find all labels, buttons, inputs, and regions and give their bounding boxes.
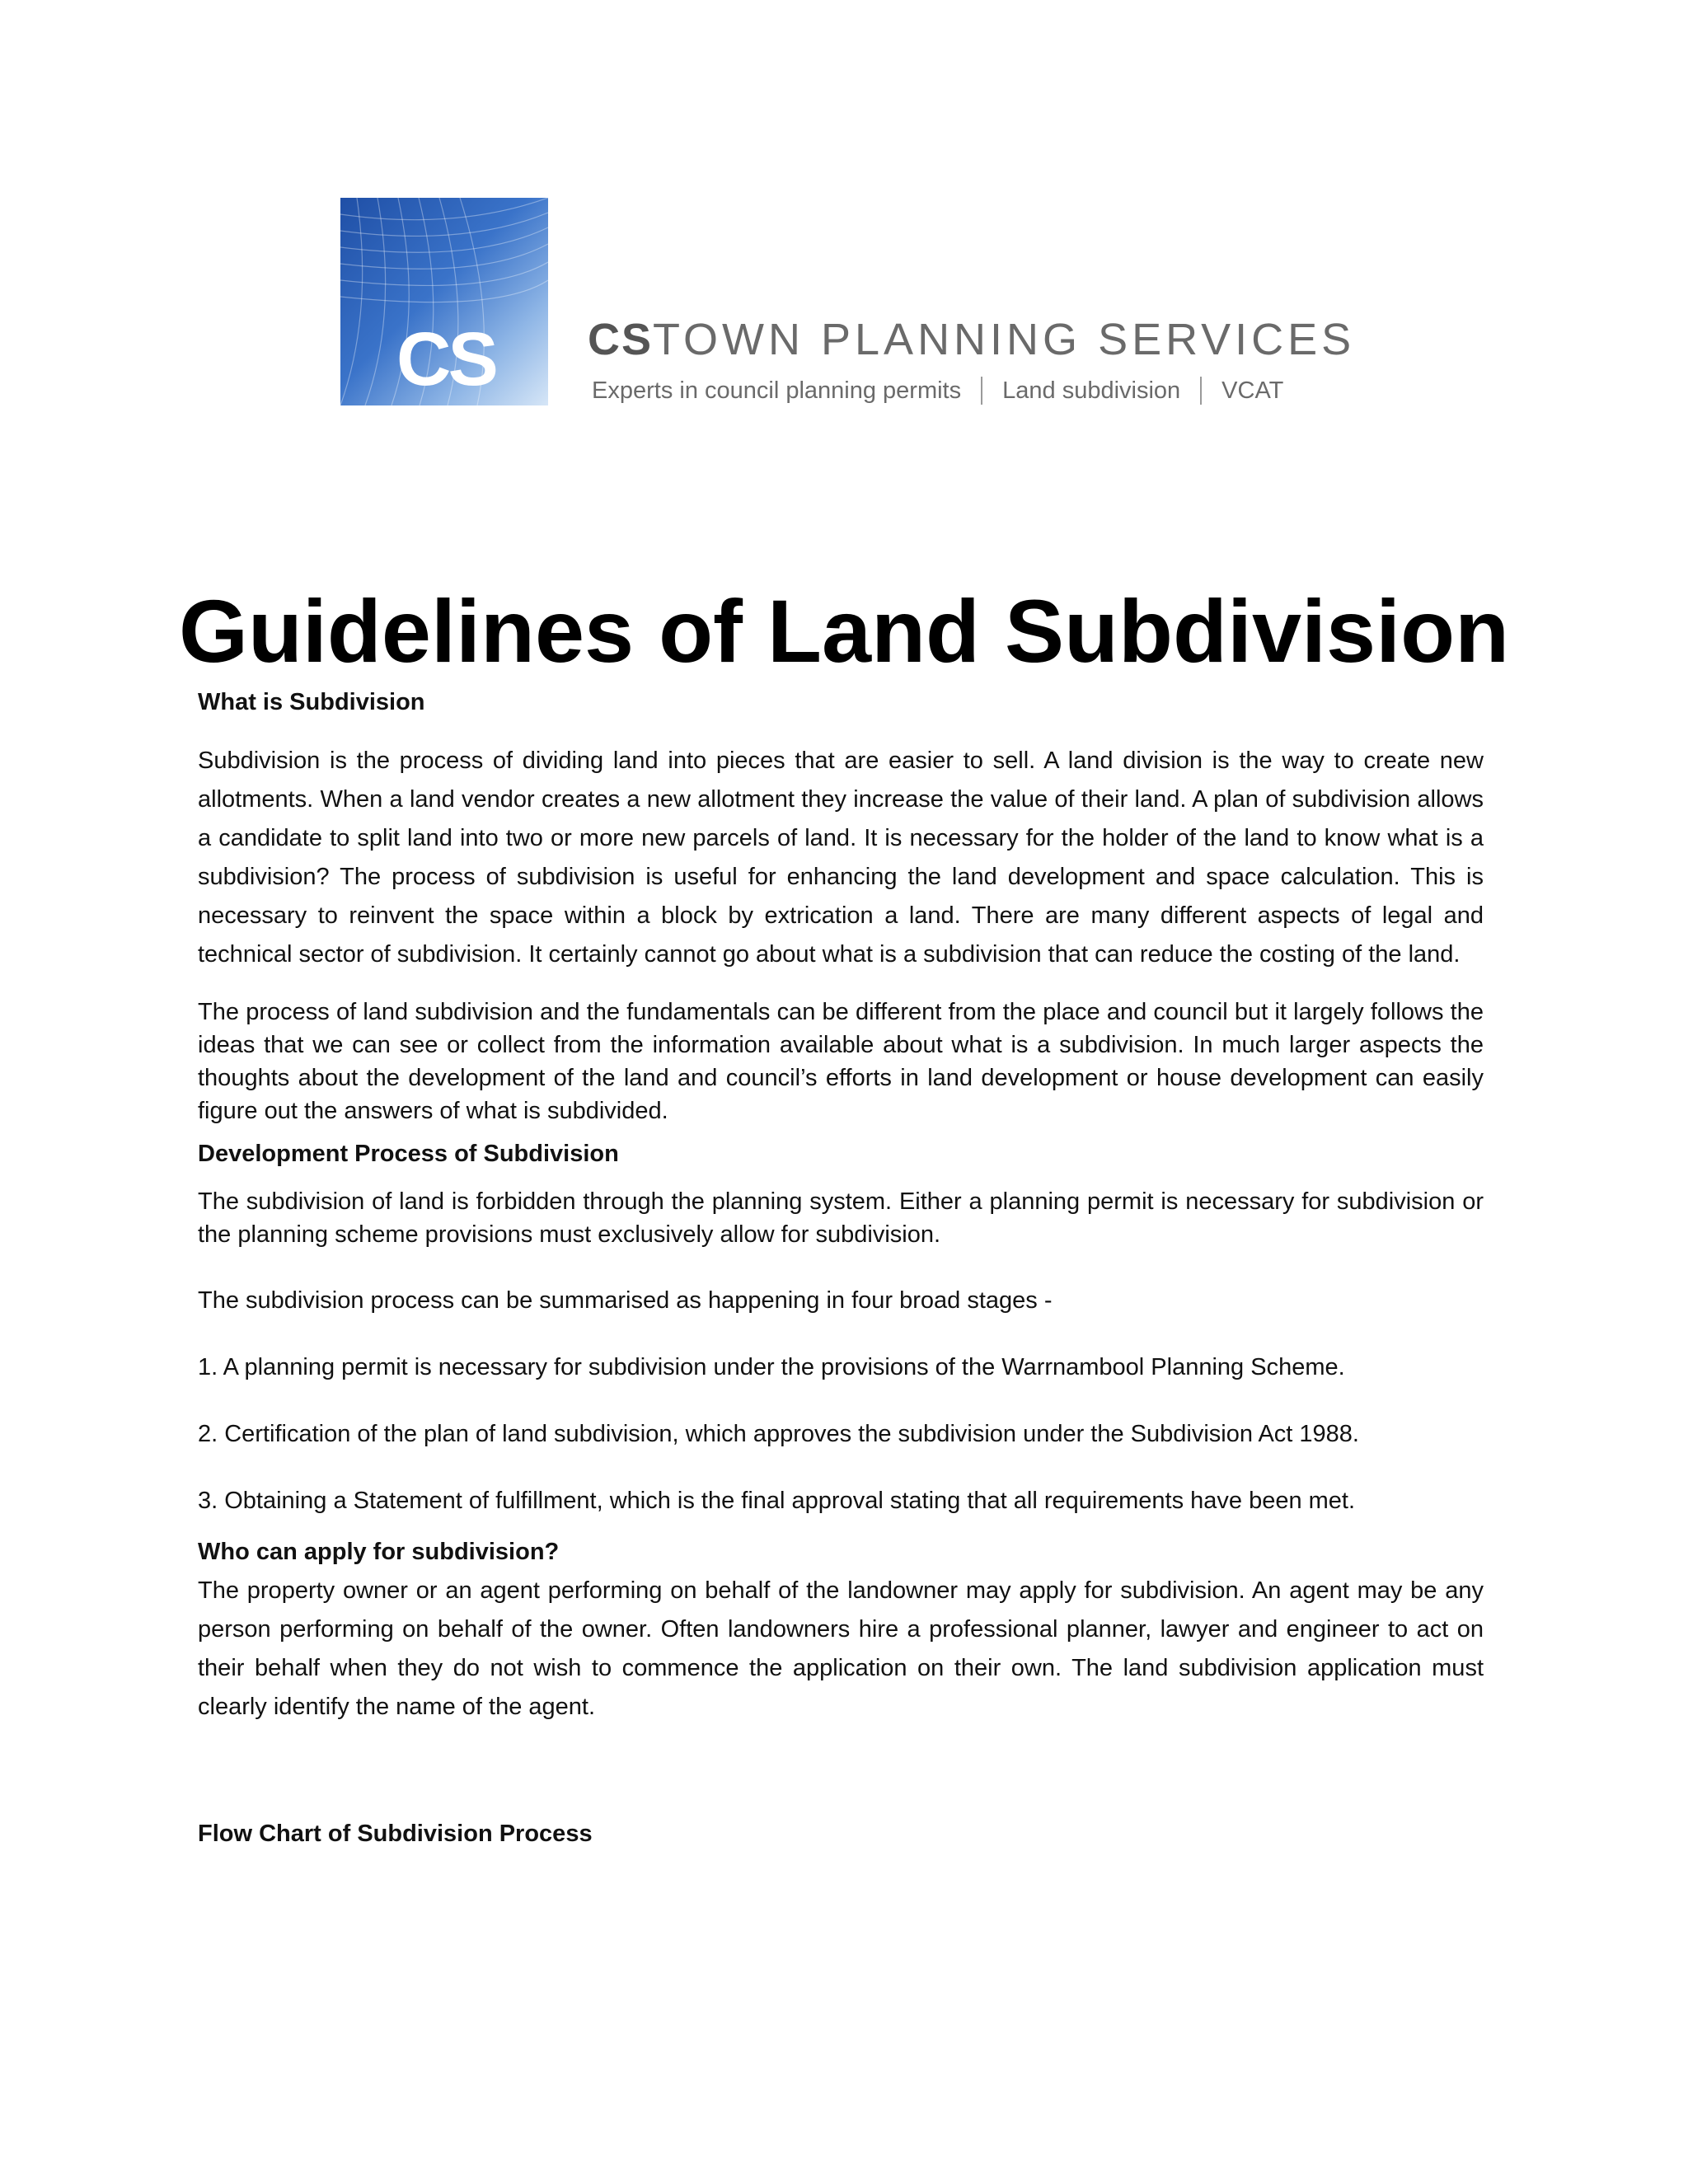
- paragraph-development-1: The subdivision of land is forbidden through the planning system. Either a planning permit is necessary for subdivision or the planning scheme provisions must exclusively allow for subdivision.: [198, 1188, 1484, 1248]
- list-item-stage-1: 1. A planning permit is necessary for subdivision under the provisions of the Warrnambool Planning Scheme.: [198, 1354, 1345, 1380]
- paragraph-stages-intro: The subdivision process can be summarised as happening in four broad stages -: [198, 1287, 1053, 1314]
- section-heading-who: Who can apply for subdivision?: [198, 1539, 560, 1565]
- section-heading-what: What is Subdivision: [198, 689, 425, 715]
- paragraph-what-1: Subdivision is the process of dividing land into pieces that are easier to sell. A land division is the way to create new allotments. When a land vendor creates a new allotment they increase the value of their land. A plan of subdivision allows a candidate to split land into two or more new parcels of land. It is necessary for the holder of the land to know what is a subdivision? The process of subdivision is useful for enhancing the land development and space calculation. This is necessary to reinvent the space within a block by extrication a land. There are many different aspects of legal and technical sector of subdivision. It certainly cannot go about what is a subdivision that can reduce the costing of the land.: [198, 748, 1484, 968]
- section-heading-flow-chart: Flow Chart of Subdivision Process: [198, 1821, 593, 1847]
- company-name-rest: TOWN PLANNING SERVICES: [653, 315, 1356, 364]
- list-item-stage-3: 3. Obtaining a Statement of fulfillment, which is the final approval stating that all requirements have been met.: [198, 1488, 1356, 1514]
- tagline-divider: [981, 377, 982, 405]
- tagline-item-subdivision: Land subdivision: [1002, 377, 1181, 404]
- document-body: [198, 686, 1484, 1850]
- paragraph-who-1: The property owner or an agent performing on behalf of the landowner may apply for subdivision. An agent may be any person performing on behalf of the owner. Often landowners hire a professional planner, lawyer and engineer to act on their behalf when they do not wish to commence the application on their own. The land subdivision application must clearly identify the name of the agent.: [198, 1577, 1484, 1720]
- company-name: [588, 317, 1355, 362]
- tagline-item-permits: Experts in council planning permits: [592, 377, 962, 404]
- company-name-bold: CS: [588, 315, 654, 364]
- paragraph-what-2: The process of land subdivision and the fundamentals can be different from the place and council but it largely follows the ideas that we can see or collect from the information available about what is a subdivision. In much larger aspects the thoughts about the development of the land and council’s efforts in land development or house development can easily figure out the answers of what is subdivided.: [198, 999, 1484, 1124]
- list-item-stage-2: 2. Certification of the plan of land subdivision, which approves the subdivision under the Subdivision Act 1988.: [198, 1421, 1359, 1447]
- page-title: Guidelines of Land Subdivision: [178, 581, 1510, 682]
- tagline-item-vcat: VCAT: [1221, 377, 1284, 404]
- company-tagline: [592, 377, 1283, 405]
- logo-mark-text: CS: [396, 317, 495, 401]
- tagline-divider: [1200, 377, 1202, 405]
- section-heading-development: Development Process of Subdivision: [198, 1141, 619, 1167]
- logo-mark: [340, 198, 548, 405]
- company-logo: [340, 198, 1354, 405]
